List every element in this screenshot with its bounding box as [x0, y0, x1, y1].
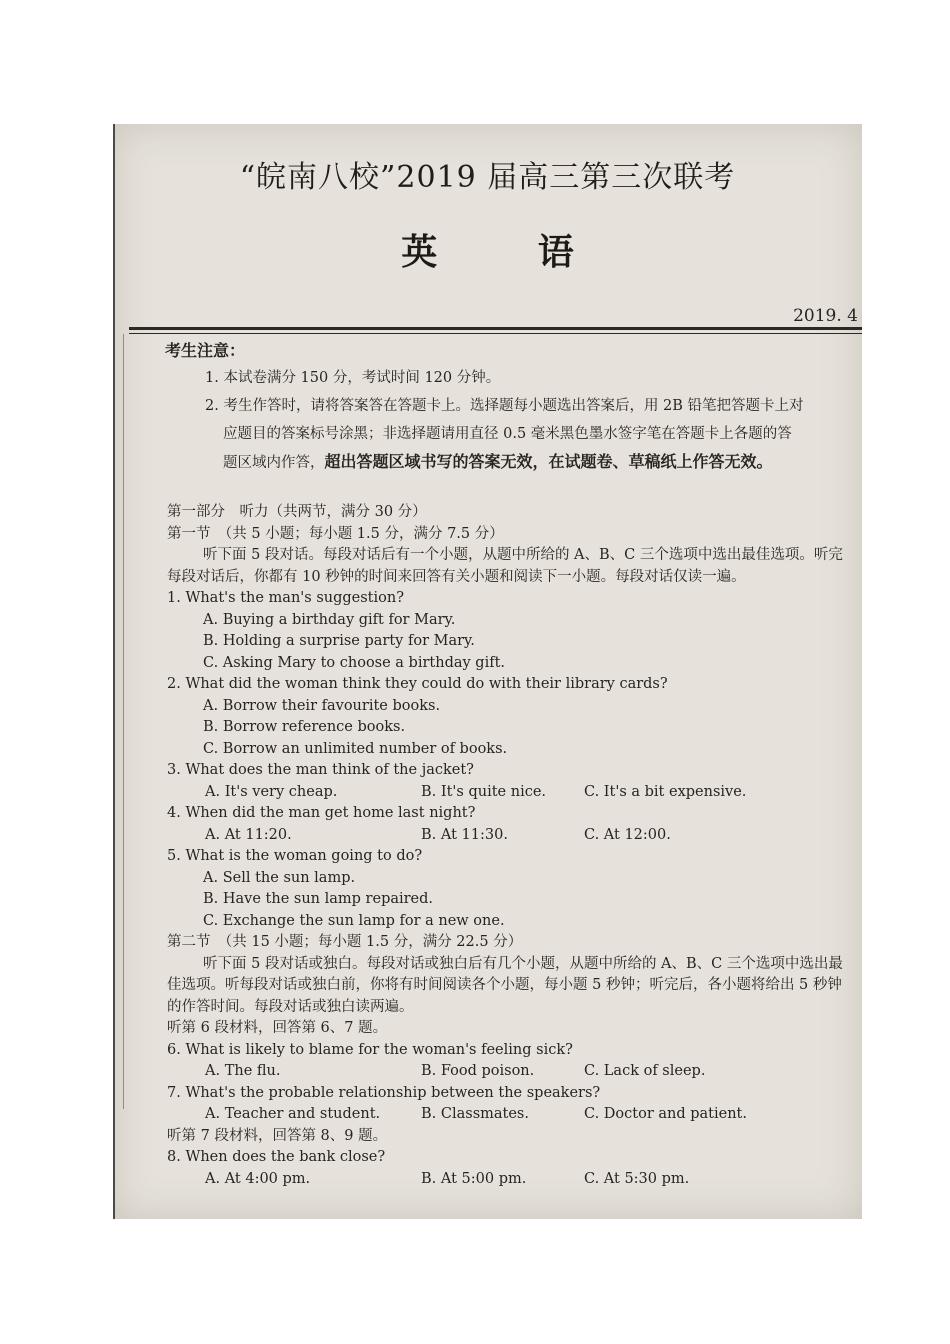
option-a: A. At 11:20. — [205, 826, 292, 843]
option-a: A. Teacher and student. — [205, 1106, 381, 1122]
notice-item-text: 题区域内作答， — [223, 455, 325, 471]
section-instructions: 听下面 5 段对话或独白。每段对话或独白后有几个小题，从题中所给的 A、B、C 三个选项中选出最佳选项。听每段对话或独白前，你将有时间阅读各个小题，每小题 5 秒钟；听完后，各小题将给出 5 秒钟的作答时间。每段对话或独白读两遍。 — [167, 955, 843, 1015]
option-b: B. Food poison. — [421, 1063, 535, 1079]
question-6 — [167, 1040, 847, 1083]
options-row — [167, 1061, 847, 1083]
question-1 — [167, 588, 847, 674]
binding-margin-line — [123, 334, 124, 1109]
question-stem: 5. What is the woman going to do? — [167, 848, 423, 864]
option-c: C. At 5:30 pm. — [584, 1170, 690, 1187]
option-b: B. Borrow reference books. — [203, 719, 406, 735]
option-a: A. Buying a birthday gift for Mary. — [203, 611, 456, 628]
question-3 — [167, 760, 847, 803]
notice-list — [205, 364, 851, 477]
section-heading: 第一节 （共 5 小题；每小题 1.5 分，满分 7.5 分） — [167, 525, 504, 542]
question-stem: 3. What does the man think of the jacket? — [167, 762, 474, 778]
material-heading: 听第 6 段材料，回答第 6、7 题。 — [167, 1020, 388, 1036]
option-a: A. It's very cheap. — [205, 783, 338, 800]
option-c: C. At 12:00. — [584, 826, 671, 843]
notice-heading: 考生注意： — [165, 341, 246, 360]
section-instructions: 听下面 5 段对话。每段对话后有一个小题，从题中所给的 A、B、C 三个选项中选出最佳选项。听完每段对话后，你都有 10 秒钟的时间来回答有关小题和阅读下一小题。每段对话仅读一遍。 — [167, 547, 843, 585]
part-heading: 第一部分 听力（共两节，满分 30 分） — [167, 504, 427, 520]
question-stem: 7. What's the probable relationship between the speakers? — [167, 1084, 601, 1101]
option-c: C. Borrow an unlimited number of books. — [203, 740, 508, 757]
option-a: A. Borrow their favourite books. — [203, 697, 441, 714]
notice-item: 应题目的答案标号涂黑；非选择题请用直径 0.5 毫米黑色墨水签字笔在答题卡上各题的答 — [223, 426, 792, 442]
option-c: C. Lack of sleep. — [584, 1063, 706, 1079]
option-b: B. At 11:30. — [421, 826, 508, 843]
option-a: A. Sell the sun lamp. — [203, 869, 356, 886]
section-heading: 第二节 （共 15 小题；每小题 1.5 分，满分 22.5 分） — [167, 934, 523, 950]
option-b: B. Holding a surprise party for Mary. — [203, 633, 475, 649]
question-2 — [167, 674, 847, 760]
question-8 — [167, 1147, 847, 1190]
option-c: C. Exchange the sun lamp for a new one. — [203, 912, 505, 929]
question-4 — [167, 803, 847, 846]
notice-item — [205, 448, 851, 477]
question-5 — [167, 846, 847, 932]
question-7 — [167, 1083, 847, 1126]
header-rule — [129, 327, 862, 334]
exam-date: 2019. 4 — [793, 306, 858, 326]
question-stem: 1. What's the man's suggestion? — [167, 590, 404, 606]
option-a: A. At 4:00 pm. — [205, 1170, 311, 1187]
exam-title: “皖南八校”2019 届高三第三次联考 — [239, 160, 736, 195]
exam-paper — [113, 124, 862, 1219]
option-a: A. The flu. — [205, 1063, 281, 1079]
material-heading: 听第 7 段材料，回答第 8、9 题。 — [167, 1127, 388, 1144]
listening-part — [167, 502, 847, 1190]
options-row — [167, 782, 847, 804]
options-row — [167, 1169, 847, 1191]
question-stem: 2. What did the woman think they could do with their library cards? — [167, 676, 668, 692]
notice-item: 1. 本试卷满分 150 分，考试时间 120 分钟。 — [205, 370, 501, 386]
paper-edge — [113, 124, 115, 1219]
option-b: B. Have the sun lamp repaired. — [203, 891, 434, 907]
question-stem: 8. When does the bank close? — [167, 1149, 386, 1165]
option-b: B. Classmates. — [421, 1106, 529, 1122]
question-stem: 6. What is likely to blame for the woman's feeling sick? — [167, 1041, 573, 1058]
options-row — [167, 1104, 847, 1126]
option-b: B. It's quite nice. — [421, 783, 547, 800]
options-row — [167, 825, 847, 847]
subject-title: 英 语 — [401, 231, 618, 273]
option-c: C. It's a bit expensive. — [584, 783, 747, 800]
notice-item: 2. 考生作答时，请将答案答在答题卡上。选择题每小题选出答案后，用 2B 铅笔把答题卡上对 — [205, 398, 804, 414]
question-stem: 4. When did the man get home last night? — [167, 805, 476, 821]
option-c: C. Asking Mary to choose a birthday gift. — [203, 654, 506, 671]
option-c: C. Doctor and patient. — [584, 1106, 747, 1122]
notice-highlight: 超出答题区域书写的答案无效，在试题卷、草稿纸上作答无效。 — [324, 452, 773, 471]
option-b: B. At 5:00 pm. — [421, 1170, 527, 1187]
